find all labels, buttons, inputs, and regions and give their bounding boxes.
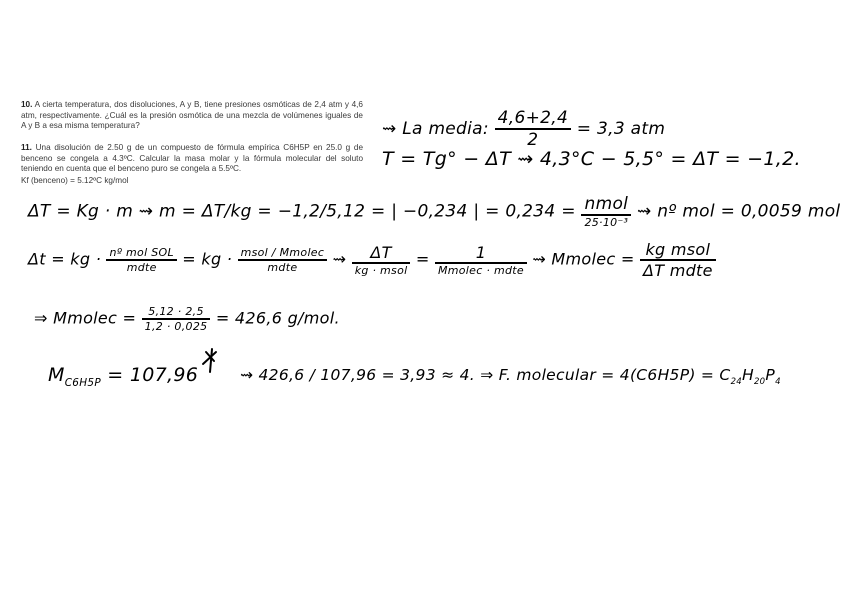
hw-line-1-result: = 3,3 atm — [576, 119, 666, 139]
hw-line-3-num: nmol — [581, 194, 631, 216]
hw-line-1-den: 2 — [527, 130, 539, 150]
hw-line-4-frac-5-num: kg msol — [640, 240, 716, 261]
hw-line-6-s2: 20 — [753, 377, 766, 388]
problem-10-number: 10. — [21, 100, 33, 109]
hw-line-6-s1: 24 — [730, 377, 742, 388]
hw-line-4-frac-5-den: ΔT mdte — [642, 261, 713, 280]
hw-line-3-a: ΔT = Kg · m ⇝ m = — [28, 201, 202, 222]
hw-line-6-c: ⇝ 426,6 / 107,96 = 3,93 ≈ 4. ⇒ F. molecular = 4(C6H5P) = C — [240, 366, 731, 384]
hw-line-4-frac-3-num: ΔT — [352, 243, 411, 264]
hw-line-4-b: = kg · — [182, 249, 238, 269]
hw-line-6-d: H — [742, 366, 754, 384]
hw-line-4-d: = — [415, 249, 435, 269]
hw-line-6-m: M — [48, 364, 65, 386]
hw-line-4-frac-4-num: 1 — [435, 243, 527, 264]
hw-line-4-frac-3-den: kg · msol — [354, 264, 408, 277]
hw-stray-stroke — [203, 349, 216, 372]
problem-11-text: Una disolución de 2.50 g de un compuesto de fórmula empírica C6H5P en 25.0 g de benceno se congela a 4.3ºC. Calcular la masa molar y la fórmula molecular del soluto teniendo en cuenta que el benceno puro se congela a 5.5ºC. — [21, 143, 364, 174]
hw-line-5-den: 1,2 · 0,025 — [144, 320, 208, 333]
problem-11-number: 11. — [21, 143, 32, 152]
hw-line-6-s3: 4 — [775, 377, 781, 388]
hw-line-4-c: ⇝ — [332, 249, 352, 269]
hw-line-5-num: 5,12 · 2,5 — [142, 305, 211, 320]
hw-line-4-e: ⇝ Mmolec = — [532, 249, 640, 269]
hw-line-4-frac-4-den: Mmolec · mdte — [437, 264, 524, 277]
hw-line-6-b: = 107,96 — [100, 364, 199, 386]
hw-line-4-frac-1-num: nº mol SOL — [106, 246, 176, 261]
problem-11-constant: Kf (benceno) = 5.12ºC kg/mol — [21, 176, 129, 185]
hw-line-4-frac-2-num: msol / Mmolec — [238, 246, 328, 261]
hw-line-1-lead: ⇝ La media: — [382, 119, 489, 139]
hw-line-3-b: ΔT/kg = — [201, 201, 278, 222]
hw-line-5-b: = 426,6 g/mol. — [215, 308, 340, 328]
hw-line-1-num: 4,6+2,4 — [495, 108, 571, 130]
hw-line-4-frac-1-den: mdte — [126, 261, 157, 274]
hw-line-2: T = Tg° − ΔT ⇝ 4,3°C − 5,5° = ΔT = −1,2. — [382, 148, 801, 170]
hw-line-3-den: 25·10⁻³ — [584, 216, 629, 229]
hw-line-6-e: P — [765, 366, 776, 384]
hw-line-4-a: Δt = kg · — [28, 249, 107, 269]
hw-line-3-tail: ⇝ nº mol = 0,0059 mol — [636, 201, 841, 222]
hw-line-5-a: ⇒ Mmolec = — [34, 308, 142, 328]
hw-line-6-m-sub: C6H5P — [64, 376, 101, 389]
hw-line-4-frac-2-den: mdte — [267, 261, 298, 274]
problem-10-text: A cierta temperatura, dos disoluciones, A y B, tiene presiones osmóticas de 2,4 atm y 4,6 atm, respectivamente. ¿Cuál es la presión osmótica de una mezcla de volúmenes iguales de A y B a esa misma temperatura? — [21, 100, 363, 131]
hw-line-3-c: −1,2/5,12 = | −0,234 | = 0,234 = — [277, 201, 582, 222]
